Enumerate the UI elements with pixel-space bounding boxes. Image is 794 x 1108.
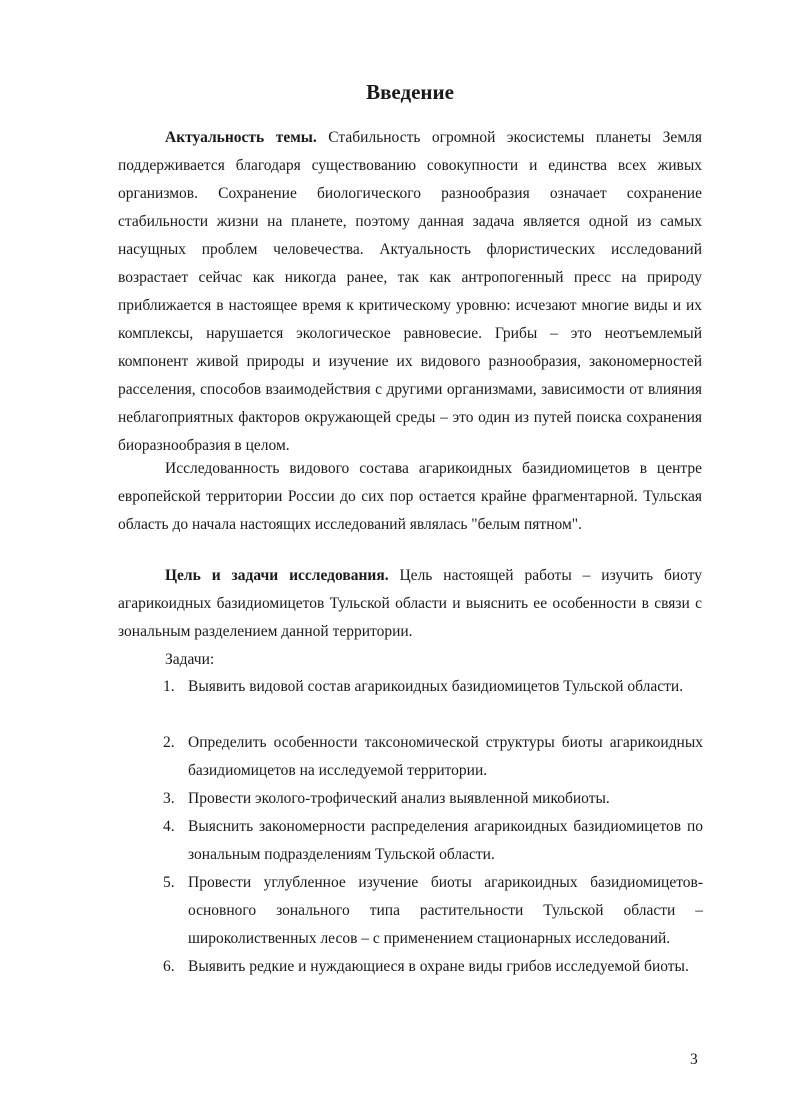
task-number: 6. (163, 958, 175, 975)
goal-heading: Цель и задачи исследования. (165, 567, 389, 584)
task-item (143, 953, 703, 1009)
task-item (143, 813, 703, 869)
task-number: 2. (163, 734, 175, 751)
task-text: Выявить редкие и нуждающиеся в охране виды грибов исследуемой биоты. (188, 958, 689, 975)
tasks-list (143, 673, 703, 1009)
task-text: Выявить видовой состав агарикоидных базидиомицетов Тульской области. (188, 678, 684, 695)
relevance-heading: Актуальность темы. (165, 129, 317, 146)
task-text: Провести эколого-трофический анализ выявленной микобиоты. (188, 790, 610, 807)
task-number: 1. (163, 678, 175, 695)
page-title: Введение (366, 80, 454, 104)
page-number: 3 (690, 1051, 698, 1068)
task-text: Провести углубленное изучение биоты агарикоидных базидиомицетов-основного зонального типа растительности Тульской области – широколиственных лесов – с применением стационарных исследований. (188, 874, 703, 947)
tasks-label: Задачи: (165, 651, 215, 668)
task-item (143, 729, 703, 785)
relevance-text: Стабильность огромной экосистемы планеты Земля поддерживается благодаря существованию совокупности и единства всех живых организмов. Сохранение биологического разнообразия означает сохранение стабильности жизни на планете, поэтому данная задача является одной из самых насущных проблем человечества. Актуальность флористических исследований возрастает сейчас как никогда ранее, так как антропогенный пресс на природу приближается в настоящее время к критическому уровню: исчезают многие виды и их комплексы, нарушается экологическое равновесие. Грибы – это неотъемлемый компонент живой природы и изучение их видового разнообразия, закономерностей расселения, способов взаимодействия с другими организмами, зависимости от влияния неблагоприятных факторов окружающей среды – это один из путей поиска сохранения биоразнообразия в целом. (118, 129, 702, 454)
task-number: 4. (163, 818, 175, 835)
task-number: 3. (163, 790, 175, 807)
relevance-paragraph (118, 124, 702, 460)
task-item (143, 673, 703, 729)
knowledge-paragraph (118, 455, 702, 539)
task-number: 5. (163, 874, 175, 891)
task-item (143, 869, 703, 953)
knowledge-text: Исследованность видового состава агарикоидных базидиомицетов в центре европейской территории России до сих пор остается крайне фрагментарной. Тульская область до начала настоящих исследований являлась "белым пятном". (118, 460, 702, 533)
task-text: Выяснить закономерности распределения агарикоидных базидиомицетов по зональным подразделениям Тульской области. (188, 818, 703, 863)
task-text: Определить особенности таксономической структуры биоты агарикоидных базидиомицетов на исследуемой территории. (188, 734, 703, 779)
goal-paragraph (118, 562, 702, 646)
goal-text: Цель настоящей работы – изучить биоту агарикоидных базидиомицетов Тульской области и выяснить ее особенности в связи с зональным разделением данной территории. (118, 567, 703, 640)
task-item (143, 785, 703, 813)
